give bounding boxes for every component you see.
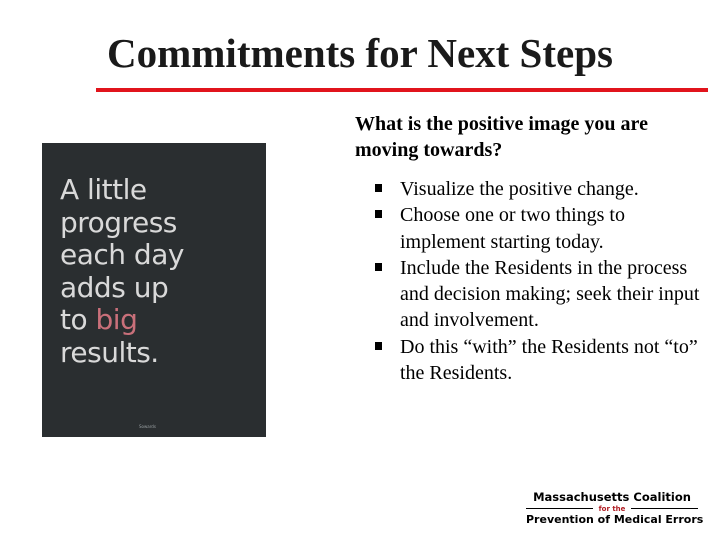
bullet-item	[375, 334, 705, 387]
logo-divider	[526, 504, 698, 513]
square-bullet-icon	[375, 184, 382, 192]
bullet-item	[375, 202, 705, 255]
poster-line: A little	[60, 173, 147, 206]
bullet-item	[375, 176, 705, 202]
square-bullet-icon	[375, 342, 382, 350]
poster-credit: Sowards	[139, 424, 156, 429]
organization-logo	[526, 490, 704, 527]
bullet-text: Choose one or two things to implement starting today.	[400, 204, 625, 253]
logo-rule-left	[526, 508, 593, 509]
logo-line-3: Prevention of Medical Errors	[526, 513, 704, 526]
logo-line-1: Massachusetts Coalition	[533, 490, 691, 504]
bullet-text: Visualize the positive change.	[400, 178, 639, 200]
slide-title: Commitments for Next Steps	[107, 30, 613, 76]
poster-line: adds up	[60, 270, 169, 304]
logo-line-2: for the	[598, 504, 626, 513]
poster-line: progress	[60, 205, 177, 239]
bullet-item	[375, 255, 705, 334]
bullet-list	[375, 176, 705, 386]
bullet-text: Do this “with” the Residents not “to” the Residents.	[400, 335, 698, 385]
square-bullet-icon	[375, 210, 382, 218]
bullet-text: Include the Residents in the process and decision making; seek their input and involvement.	[400, 256, 700, 332]
question-text: What is the positive image you are moving towards?	[355, 113, 648, 161]
poster-line-prefix: to	[60, 303, 96, 336]
logo-rule-right	[631, 508, 698, 509]
poster-line: results.	[60, 335, 159, 369]
poster-line	[60, 304, 250, 337]
square-bullet-icon	[375, 263, 382, 271]
poster-highlight-word: big	[95, 303, 138, 336]
poster-line: each day	[60, 238, 184, 271]
title-underline	[96, 88, 708, 92]
poster-text	[60, 174, 250, 369]
